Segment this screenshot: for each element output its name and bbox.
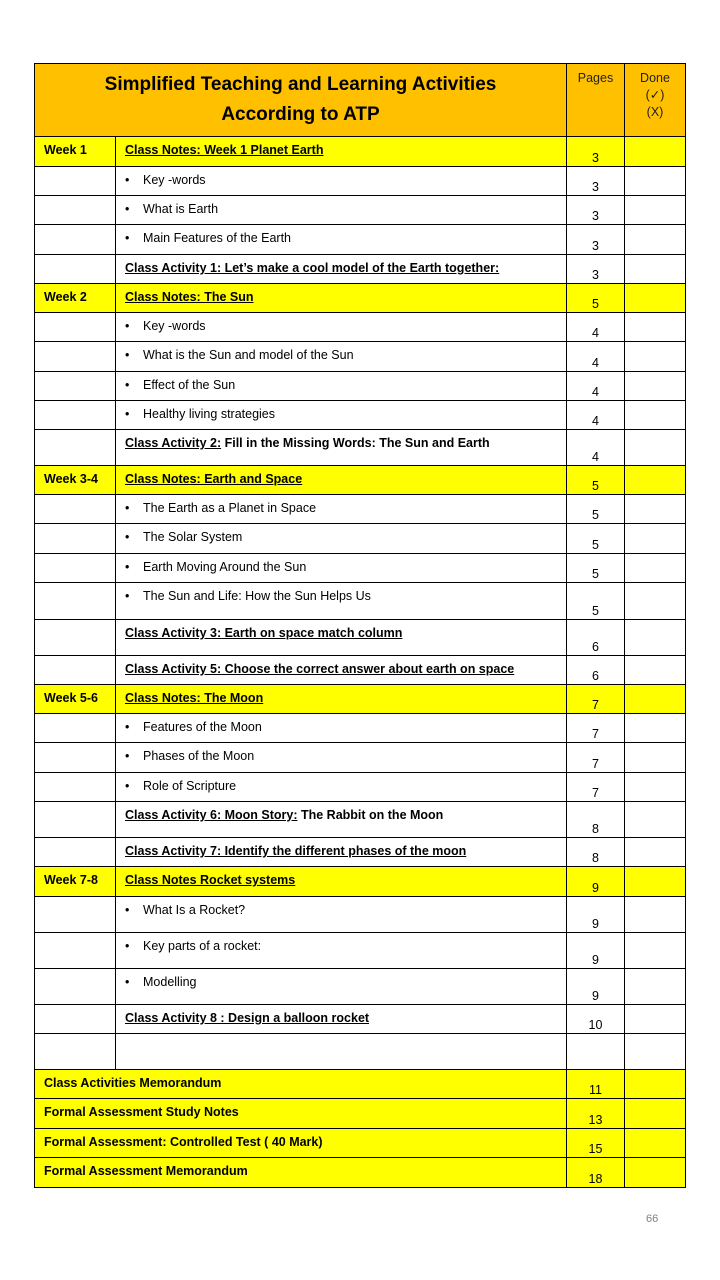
- week-cell: [35, 401, 116, 430]
- week-cell: [35, 743, 116, 773]
- page-value: 3: [592, 268, 599, 282]
- topic-heading: Class Activity 8 : Design a balloon rocket: [125, 1011, 370, 1025]
- page-value: 9: [592, 989, 599, 1003]
- table-row: [35, 743, 686, 773]
- done-cell[interactable]: [625, 1129, 686, 1158]
- page-value: 15: [588, 1142, 603, 1156]
- bullet-icon: •: [125, 560, 130, 574]
- done-cell[interactable]: [625, 838, 686, 867]
- week-cell: [35, 1005, 116, 1034]
- page-cell: [567, 838, 625, 867]
- done-label: Done: [640, 71, 670, 85]
- topic-text: Key -words: [143, 319, 206, 333]
- page-value: 5: [592, 538, 599, 552]
- topic-text: Choose the correct answer about earth on space: [221, 662, 515, 676]
- summary-text: Formal Assessment: Controlled Test ( 40 Mark): [35, 1129, 567, 1158]
- page-cell: [567, 495, 625, 524]
- page-cell: [567, 255, 625, 284]
- week-cell: [35, 1034, 116, 1070]
- page-value: 3: [592, 209, 599, 223]
- done-cell[interactable]: [625, 167, 686, 196]
- table-row: [35, 196, 686, 225]
- bullet-icon: •: [125, 407, 130, 421]
- done-cell[interactable]: [625, 313, 686, 342]
- topic-heading: Class Activity 7: Identify the different phases of the moon: [125, 844, 467, 858]
- topic-heading: Class Activity 1:: [125, 261, 222, 275]
- done-cell[interactable]: [625, 495, 686, 524]
- page-cell: [567, 1129, 625, 1158]
- page-value: 7: [592, 698, 599, 712]
- table-row: [35, 583, 686, 620]
- topic-heading: Class Activity 2:: [125, 436, 222, 450]
- done-cell[interactable]: [625, 1158, 686, 1188]
- topic-cell: [116, 656, 567, 685]
- page-cell: [567, 167, 625, 196]
- topic-text: Fill in the Missing Words: The Sun and Earth: [221, 436, 490, 450]
- topic-cell: [116, 137, 567, 167]
- topic-text: Main Features of the Earth: [143, 231, 291, 245]
- topic-text: What is Earth: [143, 202, 219, 216]
- page-cell: [567, 225, 625, 255]
- topic-cell: [116, 743, 567, 773]
- table-row: [35, 495, 686, 524]
- week-cell: [35, 802, 116, 838]
- done-cell[interactable]: [625, 401, 686, 430]
- summary-row: [35, 1158, 686, 1188]
- topic-cell: [116, 1005, 567, 1034]
- week-cell: [35, 656, 116, 685]
- topic-heading: Class Activity 5:: [125, 662, 222, 676]
- page-cell: [567, 656, 625, 685]
- done-column-header: [625, 64, 686, 137]
- summary-row: [35, 1129, 686, 1158]
- bullet-icon: •: [125, 939, 130, 953]
- done-cell[interactable]: [625, 743, 686, 773]
- done-cell[interactable]: [625, 969, 686, 1005]
- summary-row: [35, 1070, 686, 1099]
- topic-cell: [116, 495, 567, 524]
- title-line-2: According to ATP: [221, 104, 380, 125]
- topic-cell: [116, 554, 567, 583]
- bullet-icon: •: [125, 589, 130, 603]
- done-cell[interactable]: [625, 802, 686, 838]
- week-cell: Week 5-6: [35, 685, 116, 714]
- done-cell[interactable]: [625, 867, 686, 897]
- page-cell: [567, 372, 625, 401]
- table-row: [35, 342, 686, 372]
- page-cell: [567, 313, 625, 342]
- week-cell: [35, 838, 116, 867]
- table-row: [35, 554, 686, 583]
- topic-cell: [116, 838, 567, 867]
- topic-text: Modelling: [143, 975, 197, 989]
- page-cell: [567, 933, 625, 969]
- page-cell: [567, 583, 625, 620]
- done-cell[interactable]: [625, 897, 686, 933]
- topic-text: The Rabbit on the Moon: [297, 808, 444, 822]
- page-cell: [567, 137, 625, 167]
- title-line-1: Simplified Teaching and Learning Activities: [104, 74, 497, 95]
- page-value: 7: [592, 727, 599, 741]
- table-row: [35, 867, 686, 897]
- bullet-icon: •: [125, 779, 130, 793]
- topic-cell: [116, 969, 567, 1005]
- topic-cell: [116, 466, 567, 495]
- done-cell[interactable]: [625, 342, 686, 372]
- topic-text: What is the Sun and model of the Sun: [143, 348, 354, 362]
- topic-heading: Class Notes: The Moon: [125, 691, 264, 705]
- week-cell: Week 7-8: [35, 867, 116, 897]
- week-cell: [35, 313, 116, 342]
- table-row: [35, 933, 686, 969]
- topic-text: The Sun and Life: How the Sun Helps Us: [143, 589, 371, 603]
- bullet-icon: •: [125, 903, 130, 917]
- table-row: [35, 969, 686, 1005]
- table-row: [35, 838, 686, 867]
- done-cell[interactable]: [625, 466, 686, 495]
- page-value: 9: [592, 953, 599, 967]
- table-row: [35, 137, 686, 167]
- page-value: 4: [592, 414, 599, 428]
- page-value: 10: [588, 1018, 603, 1032]
- done-cell[interactable]: [625, 284, 686, 313]
- page-value: 9: [592, 881, 599, 895]
- page-cell: [567, 620, 625, 656]
- page-cell: [567, 1099, 625, 1129]
- topic-cell: [116, 897, 567, 933]
- page-cell: [567, 466, 625, 495]
- done-cell[interactable]: [625, 1034, 686, 1070]
- week-cell: [35, 167, 116, 196]
- table-row: [35, 620, 686, 656]
- week-cell: [35, 897, 116, 933]
- week-cell: [35, 196, 116, 225]
- topic-cell: [116, 867, 567, 897]
- page-cell: [567, 897, 625, 933]
- page-cell: [567, 743, 625, 773]
- topic-cell: [116, 802, 567, 838]
- done-cell[interactable]: [625, 1005, 686, 1034]
- topic-cell: [116, 430, 567, 466]
- page-cell: [567, 401, 625, 430]
- topic-cell: [116, 714, 567, 743]
- week-cell: [35, 554, 116, 583]
- done-cell[interactable]: [625, 196, 686, 225]
- page-value: 5: [592, 297, 599, 311]
- done-cell[interactable]: [625, 1070, 686, 1099]
- topic-cell: [116, 225, 567, 255]
- bullet-icon: •: [125, 749, 130, 763]
- table-row: [35, 225, 686, 255]
- table-row: [35, 255, 686, 284]
- topic-cell: [116, 313, 567, 342]
- topic-cell: [116, 524, 567, 554]
- topic-cell: [116, 255, 567, 284]
- week-cell: [35, 773, 116, 802]
- table-row: [35, 401, 686, 430]
- done-cell[interactable]: [625, 372, 686, 401]
- bullet-icon: •: [125, 348, 130, 362]
- topic-cell: [116, 933, 567, 969]
- done-cell[interactable]: [625, 1099, 686, 1129]
- topic-text: Role of Scripture: [143, 779, 237, 793]
- table-row: [35, 685, 686, 714]
- week-cell: Week 3-4: [35, 466, 116, 495]
- page-value: 11: [589, 1083, 602, 1097]
- page-value: 9: [592, 917, 599, 931]
- table-row: [35, 372, 686, 401]
- topic-heading: Class Notes: The Sun: [125, 290, 254, 304]
- page-value: 7: [592, 786, 599, 800]
- topic-cell: [116, 167, 567, 196]
- done-cell[interactable]: [625, 225, 686, 255]
- page-value: 8: [592, 851, 599, 865]
- table-row: [35, 1005, 686, 1034]
- page-value: 5: [592, 567, 599, 581]
- page-cell: [567, 1158, 625, 1188]
- table-row: [35, 802, 686, 838]
- bullet-icon: •: [125, 501, 130, 515]
- bullet-icon: •: [125, 173, 130, 187]
- week-cell: [35, 430, 116, 466]
- topic-text: Effect of the Sun: [143, 378, 236, 392]
- page-value: 3: [592, 239, 599, 253]
- topic-cell: [116, 196, 567, 225]
- week-cell: [35, 372, 116, 401]
- bullet-icon: •: [125, 530, 130, 544]
- pages-label: Pages: [577, 71, 614, 85]
- topic-cell: [116, 1034, 567, 1070]
- week-cell: Week 1: [35, 137, 116, 167]
- page-value: 5: [592, 604, 599, 618]
- page-value: 4: [592, 356, 599, 370]
- pages-column-header: [567, 64, 625, 137]
- page-cell: [567, 969, 625, 1005]
- checkmark-icon: (✓): [645, 88, 665, 102]
- topic-cell: [116, 773, 567, 802]
- page-cell: [567, 714, 625, 743]
- table-row: [35, 524, 686, 554]
- table-title: [35, 64, 567, 137]
- topic-text: Week 1 Planet Earth: [204, 143, 324, 157]
- page-cell: [567, 773, 625, 802]
- week-cell: [35, 255, 116, 284]
- week-cell: [35, 495, 116, 524]
- topic-cell: [116, 284, 567, 313]
- topic-text: The Earth as a Planet in Space: [143, 501, 317, 515]
- topic-heading: Class Activity 3:: [125, 626, 222, 640]
- topic-text: Features of the Moon: [143, 720, 262, 734]
- table-row: [35, 430, 686, 466]
- topic-text: What Is a Rocket?: [143, 903, 246, 917]
- week-cell: [35, 524, 116, 554]
- cross-icon: (X): [646, 105, 664, 119]
- done-cell[interactable]: [625, 255, 686, 284]
- week-cell: [35, 714, 116, 743]
- done-cell[interactable]: [625, 656, 686, 685]
- table-row: [35, 313, 686, 342]
- table-row: [35, 1034, 686, 1070]
- activities-table: [34, 63, 686, 1188]
- topic-text: Key -words: [143, 173, 206, 187]
- page-number: 66: [646, 1213, 659, 1225]
- page-value: 4: [592, 385, 599, 399]
- topic-cell: [116, 342, 567, 372]
- page-cell: [567, 554, 625, 583]
- topic-text: The Solar System: [143, 530, 243, 544]
- page-value: 5: [592, 479, 599, 493]
- page-cell: [567, 524, 625, 554]
- topic-text: Earth on space match column: [221, 626, 403, 640]
- done-cell[interactable]: [625, 524, 686, 554]
- bullet-icon: •: [125, 378, 130, 392]
- page-cell: [567, 685, 625, 714]
- page-value: 3: [592, 180, 599, 194]
- topic-text: Phases of the Moon: [143, 749, 255, 763]
- table-row: [35, 714, 686, 743]
- table-row: [35, 656, 686, 685]
- topic-text: Key parts of a rocket:: [143, 939, 262, 953]
- page-cell: [567, 1005, 625, 1034]
- topic-text: Let’s make a cool model of the Earth together:: [221, 261, 500, 275]
- page-value: 8: [592, 822, 599, 836]
- page-value: 6: [592, 640, 599, 654]
- bullet-icon: •: [125, 720, 130, 734]
- week-cell: [35, 969, 116, 1005]
- done-cell[interactable]: [625, 554, 686, 583]
- page-cell: [567, 1034, 625, 1070]
- page-value: 18: [588, 1172, 603, 1186]
- week-cell: [35, 342, 116, 372]
- topic-heading: Class Activity 6: Moon Story:: [125, 808, 298, 822]
- page-value: 4: [592, 326, 599, 340]
- week-cell: [35, 933, 116, 969]
- done-cell[interactable]: [625, 430, 686, 466]
- topic-heading: Class Notes: Earth and Space: [125, 472, 303, 486]
- week-cell: Week 2: [35, 284, 116, 313]
- summary-row: [35, 1099, 686, 1129]
- page-value: 3: [592, 151, 599, 165]
- summary-text: Class Activities Memorandum: [35, 1070, 567, 1099]
- bullet-icon: •: [125, 231, 130, 245]
- topic-text: Healthy living strategies: [143, 407, 276, 421]
- page-cell: [567, 342, 625, 372]
- page-cell: [567, 284, 625, 313]
- done-cell[interactable]: [625, 773, 686, 802]
- page-value: 4: [592, 450, 599, 464]
- topic-heading: Class Notes:: [125, 143, 205, 157]
- topic-heading: Class Notes Rocket systems: [125, 873, 296, 887]
- page-cell: [567, 430, 625, 466]
- page-cell: [567, 196, 625, 225]
- topic-text: Earth Moving Around the Sun: [143, 560, 307, 574]
- page-value: 5: [592, 508, 599, 522]
- page-cell: [567, 802, 625, 838]
- week-cell: [35, 583, 116, 620]
- bullet-icon: •: [125, 319, 130, 333]
- page-value: 6: [592, 669, 599, 683]
- table-row: [35, 167, 686, 196]
- done-cell[interactable]: [625, 714, 686, 743]
- table-row: [35, 897, 686, 933]
- table-header-row: [35, 64, 686, 137]
- page-value: 13: [588, 1113, 603, 1127]
- done-cell[interactable]: [625, 933, 686, 969]
- week-cell: [35, 620, 116, 656]
- done-cell[interactable]: [625, 583, 686, 620]
- page-cell: [567, 867, 625, 897]
- topic-cell: [116, 401, 567, 430]
- summary-text: Formal Assessment Study Notes: [35, 1099, 567, 1129]
- page-value: 7: [592, 757, 599, 771]
- table-row: [35, 466, 686, 495]
- week-cell: [35, 225, 116, 255]
- topic-cell: [116, 620, 567, 656]
- bullet-icon: •: [125, 202, 130, 216]
- table-row: [35, 284, 686, 313]
- table-row: [35, 773, 686, 802]
- topic-cell: [116, 372, 567, 401]
- done-cell[interactable]: [625, 685, 686, 714]
- topic-cell: [116, 583, 567, 620]
- done-cell[interactable]: [625, 620, 686, 656]
- page-cell: [567, 1070, 625, 1099]
- bullet-icon: •: [125, 975, 130, 989]
- done-cell[interactable]: [625, 137, 686, 167]
- summary-text: Formal Assessment Memorandum: [35, 1158, 567, 1188]
- topic-cell: [116, 685, 567, 714]
